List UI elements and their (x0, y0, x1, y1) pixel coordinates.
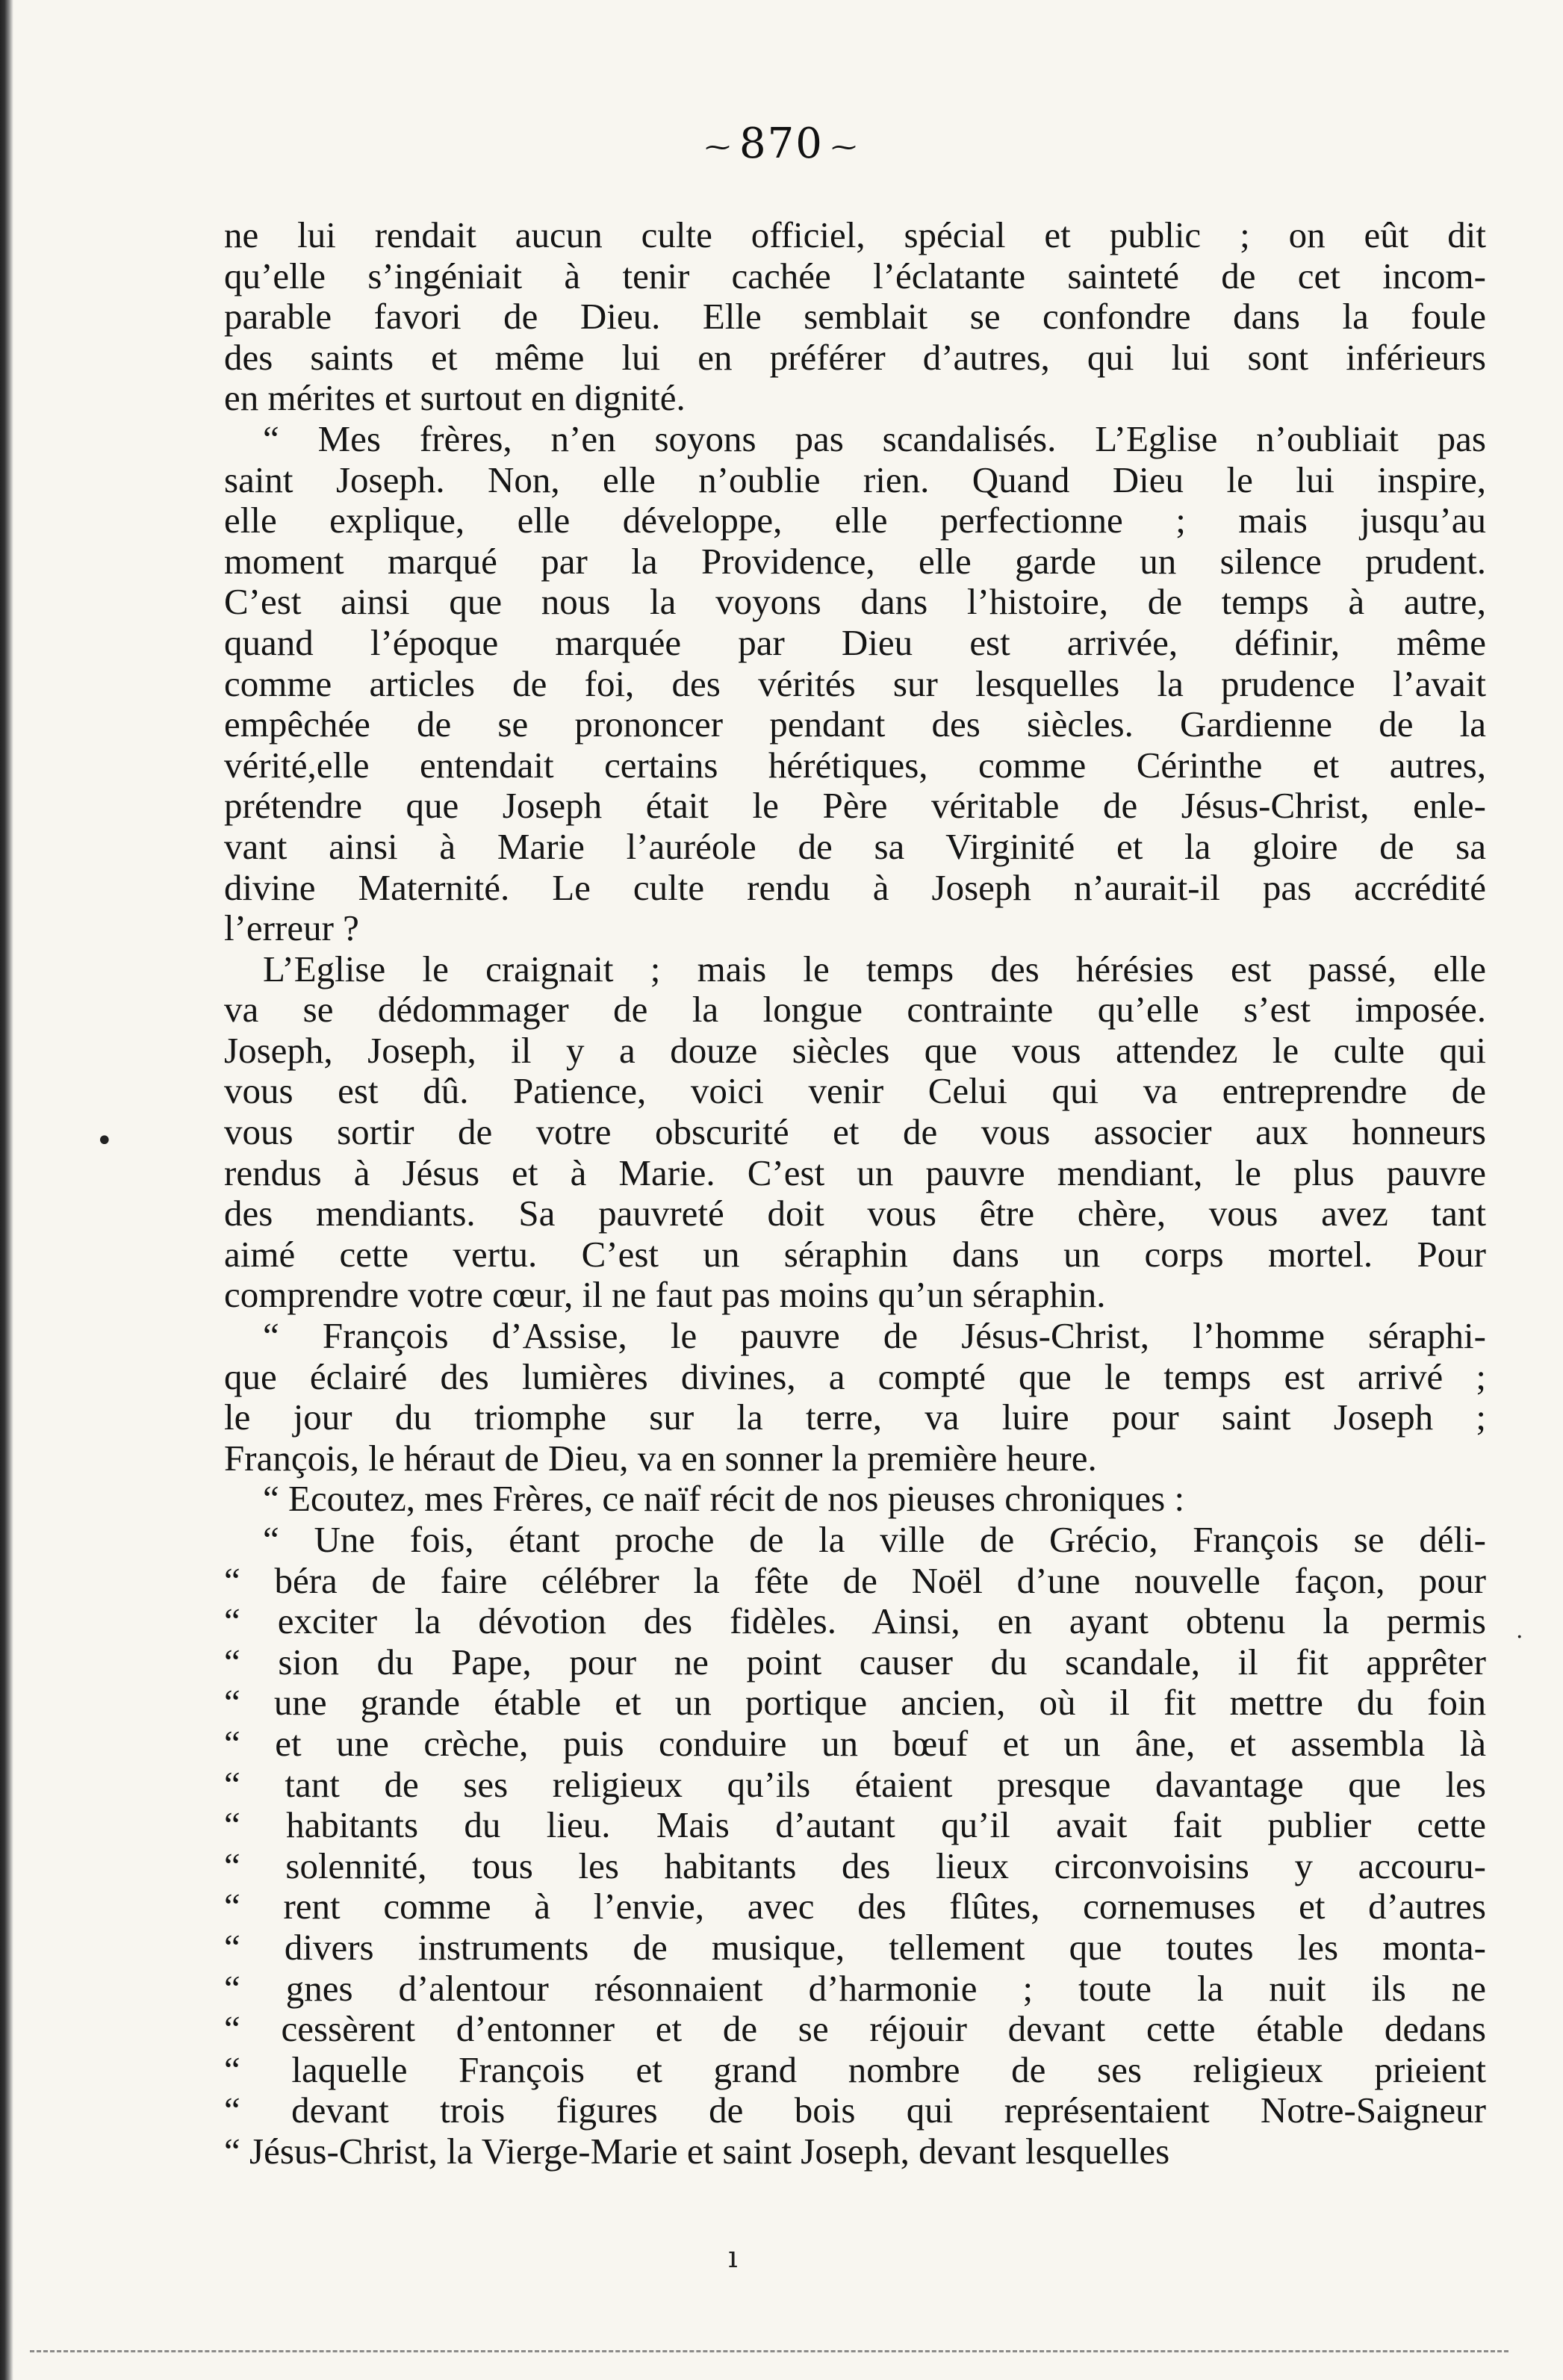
text-line: “ solennité, tous les habitants des lieux circonvoisins y accouru- (224, 1845, 1486, 1886)
paragraph (224, 1316, 1486, 1479)
text-line: “ exciter la dévotion des fidèles. Ainsi, en ayant obtenu la permis (224, 1600, 1486, 1642)
text-line: prétendre que Joseph était le Père véritable de Jésus-Christ, enle- (224, 785, 1486, 827)
paragraph (224, 949, 1486, 1316)
paragraph (224, 1520, 1486, 2172)
text-line: François, le héraut de Dieu, va en sonner la première heure. (224, 1437, 1097, 1479)
text-line: vous est dû. Patience, voici venir Celui qui va entreprendre de (224, 1070, 1486, 1112)
text-line: elle explique, elle développe, elle perfectionne ; mais jusqu’au (224, 500, 1486, 541)
text-line: ne lui rendait aucun culte officiel, spécial et public ; on eût dit (224, 214, 1486, 255)
text-line: vérité,elle entendait certains hérétiques, comme Cérinthe et autres, (224, 744, 1486, 786)
text-line: “ Ecoutez, mes Frères, ce naïf récit de nos pieuses chroniques : (263, 1478, 1185, 1520)
text-line: “ divers instruments de musique, tellement que toutes les monta- (224, 1926, 1486, 1968)
text-line: C’est ainsi que nous la voyons dans l’histoire, de temps à autre, (224, 581, 1486, 623)
text-line: “ Une fois, étant proche de la ville de Grécio, François se déli- (263, 1519, 1486, 1560)
text-line: aimé cette vertu. C’est un séraphin dans un corps mortel. Pour (224, 1233, 1486, 1275)
text-line: “ habitants du lieu. Mais d’autant qu’il avait fait publier cette (224, 1804, 1486, 1846)
text-line: qu’elle s’ingéniait à tenir cachée l’éclatante sainteté de cet incom- (224, 255, 1486, 296)
text-line: “ Mes frères, n’en soyons pas scandalisés. L’Eglise n’oubliait pas (263, 417, 1486, 459)
text-line: le jour du triomphe sur la terre, va luire pour saint Joseph ; (224, 1396, 1486, 1438)
paragraph (224, 1479, 1486, 1520)
text-line: “ tant de ses religieux qu’ils étaient presque davantage que les (224, 1763, 1486, 1805)
text-line: vant ainsi à Marie l’auréole de sa Virginité et la gloire de sa (224, 825, 1486, 867)
text-line: comme articles de foi, des vérités sur lesquelles la prudence l’avait (224, 662, 1486, 704)
paragraph (224, 419, 1486, 949)
text-line: “ cessèrent d’entonner et de se réjouir devant cette étable dedans (224, 2008, 1486, 2050)
text-line: va se dédommager de la longue contrainte qu’elle s’est imposée. (224, 989, 1486, 1031)
ornament-right-icon: ⁓ (830, 131, 858, 162)
text-line: L’Eglise le craignait ; mais le temps des hérésies est passé, elle (263, 948, 1486, 989)
text-line: divine Maternité. Le culte rendu à Joseph n’aurait-il pas accrédité (224, 866, 1486, 908)
page-number: 870 (739, 119, 824, 168)
scan-bottom-edge (30, 2350, 1508, 2355)
footer-mark: ı (728, 2240, 738, 2275)
text-line: “ rent comme à l’envie, avec des flûtes, cornemuses et d’autres (224, 1886, 1486, 1927)
text-line: “ une grande étable et un portique ancien, où il fit mettre du foin (224, 1682, 1486, 1724)
text-line: vous sortir de votre obscurité et de vous associer aux honneurs (224, 1111, 1486, 1153)
text-line: “ François d’Assise, le pauvre de Jésus-Christ, l’homme séraphi- (263, 1315, 1486, 1357)
text-line: “ sion du Pape, pour ne point causer du scandale, il fit apprêter (224, 1641, 1486, 1683)
text-line: comprendre votre cœur, il ne faut pas moins qu’un séraphin. (224, 1274, 1106, 1316)
text-line: “ et une crèche, puis conduire un bœuf et un âne, et assembla là (224, 1722, 1486, 1764)
text-line: “ gnes d’alentour résonnaient d’harmonie ; toute la nuit ils ne (224, 1967, 1486, 2009)
body-text (224, 215, 1486, 2172)
text-line: parable favori de Dieu. Elle semblait se confondre dans la foule (224, 296, 1486, 338)
text-line: en mérites et surtout en dignité. (224, 377, 686, 419)
text-line: “ Jésus-Christ, la Vierge-Marie et saint Joseph, devant lesquelles (224, 2130, 1170, 2172)
text-line: moment marqué par la Providence, elle garde un silence prudent. (224, 540, 1486, 582)
text-line: des mendiants. Sa pauvreté doit vous être chère, vous avez tant (224, 1193, 1486, 1234)
text-line: saint Joseph. Non, elle n’oublie rien. Quand Dieu le lui inspire, (224, 459, 1486, 500)
margin-mark: • (96, 1124, 114, 1158)
paragraph (224, 215, 1486, 419)
ornament-left-icon: ⁓ (705, 131, 733, 162)
text-line: Joseph, Joseph, il y a douze siècles que vous attendez le culte qui (224, 1029, 1486, 1071)
text-line: empêchée de se prononcer pendant des siècles. Gardienne de la (224, 703, 1486, 745)
text-line: l’erreur ? (224, 907, 359, 949)
text-line: “ laquelle François et grand nombre de ses religieux prieient (224, 2048, 1486, 2090)
text-line: des saints et même lui en préférer d’autres, qui lui sont inférieurs (224, 336, 1486, 378)
text-line: que éclairé des lumières divines, a compté que le temps est arrivé ; (224, 1355, 1486, 1397)
page-number-header (0, 119, 1563, 168)
text-line: “ béra de faire célébrer la fête de Noël d’une nouvelle façon, pour (224, 1559, 1486, 1601)
text-line: rendus à Jésus et à Marie. C’est un pauvre mendiant, le plus pauvre (224, 1152, 1486, 1193)
text-line: “ devant trois figures de bois qui représentaient Notre-Saigneur (224, 2090, 1486, 2131)
scan-binding-edge (0, 0, 13, 2380)
text-line: quand l’époque marquée par Dieu est arrivée, définir, même (224, 621, 1486, 663)
margin-mark: · (1516, 1624, 1523, 1650)
